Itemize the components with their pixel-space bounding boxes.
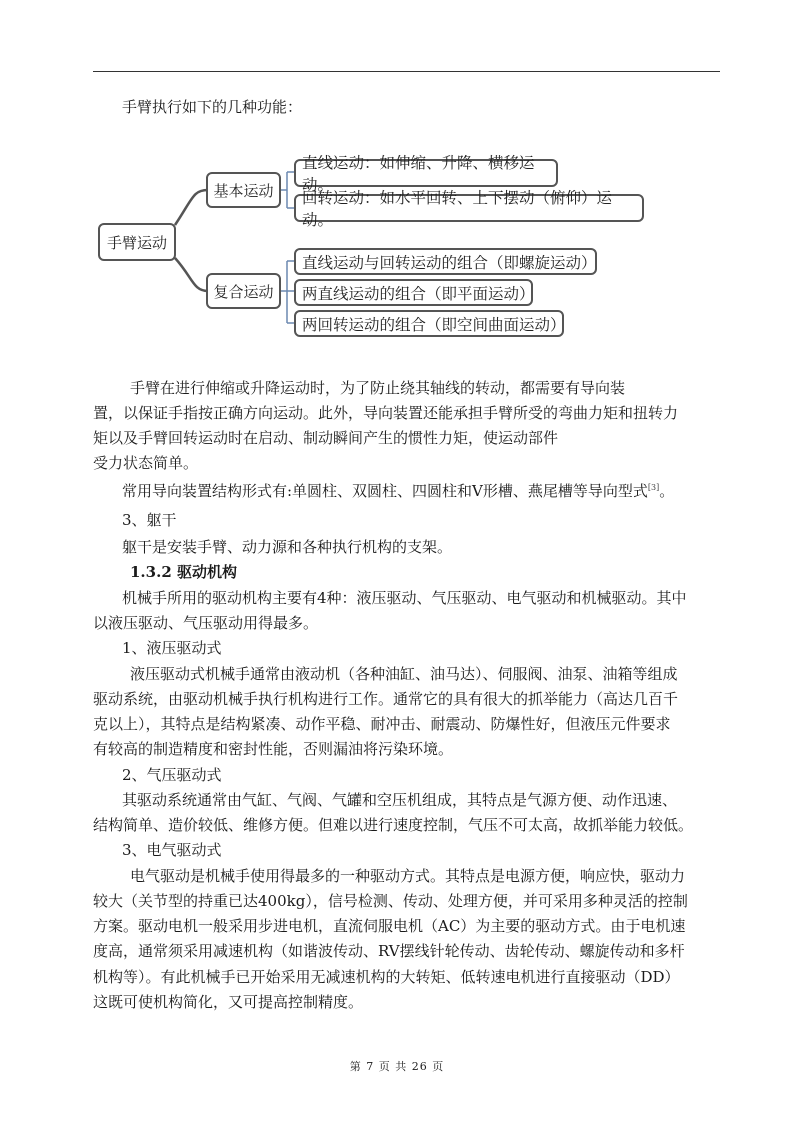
body-line-tail: 。 xyxy=(659,482,675,500)
branch-basic-motion: 基本运动 xyxy=(206,172,281,208)
subsection-title: 3、电气驱动式 xyxy=(122,841,222,859)
citation-ref: [3] xyxy=(647,483,660,492)
leaf-spatial-surface-motion: 两回转运动的组合（即空间曲面运动） xyxy=(294,310,564,337)
body-line: 其驱动系统通常由气缸、气阀、气罐和空压机组成，其特点是气源方便、动作迅速、 xyxy=(122,791,678,809)
body-line: 置，以保证手指按正确方向运动。此外，导向装置还能承担手臂所受的弯曲力矩和扭转力 xyxy=(93,404,679,422)
body-line: 躯干是安装手臂、动力源和各种执行机构的支架。 xyxy=(122,538,453,556)
body-line: 有较高的制造精度和密封性能，否则漏油将污染环境。 xyxy=(93,740,454,758)
body-line: 受力状态简单。 xyxy=(93,454,199,472)
page-footer: 第 7 页 共 26 页 xyxy=(349,1060,445,1073)
body-line: 手臂在进行伸缩或升降运动时，为了防止绕其轴线的转动，都需要有导向装 xyxy=(130,379,626,397)
intro-text: 手臂执行如下的几种功能： xyxy=(122,98,303,116)
subsection-title: 2、气压驱动式 xyxy=(122,766,222,784)
body-line: 机构等）。有此机械手已开始采用无减速机构的大转矩、低转速电机进行直接驱动（DD） xyxy=(93,968,680,986)
body-line: 结构简单、造价较低、维修方便。但难以进行速度控制，气压不可太高，故抓举能力较低。 xyxy=(93,816,694,834)
body-line: 驱动系统，由驱动机械手执行机构进行工作。通常它的具有很大的抓举能力（高达几百千 xyxy=(93,690,679,708)
body-line: 较大（关节型的持重已达400kg），信号检测、传动、处理方便，并可采用多种灵活的控制 xyxy=(93,892,688,910)
body-line: 机械手所用的驱动机构主要有4种：液压驱动、气压驱动、电气驱动和机械驱动。其中 xyxy=(122,589,687,607)
body-line: 矩以及手臂回转运动时在启动、制动瞬间产生的惯性力矩，使运动部件 xyxy=(93,429,559,447)
body-line: 以液压驱动、气压驱动用得最多。 xyxy=(93,614,319,632)
leaf-linear-motion: 直线运动：如伸缩、升降、横移运动。 xyxy=(294,159,558,187)
connector-root-basic xyxy=(175,190,208,225)
body-line-text: 常用导向装置结构形式有:单圆柱、双圆柱、四圆柱和V形槽、燕尾槽等导向型式 xyxy=(122,482,648,500)
body-line: 这既可使机构简化，又可提高控制精度。 xyxy=(93,993,364,1011)
branch-compound-motion: 复合运动 xyxy=(206,273,281,309)
body-line: 度高，通常须采用减速机构（如谐波传动、RV摆线针轮传动、齿轮传动、螺旋传动和多杆 xyxy=(93,942,685,960)
body-line: 电气驱动是机械手使用得最多的一种驱动方式。其特点是电源方便，响应快，驱动力 xyxy=(130,867,686,885)
body-line: 方案。驱动电机一般采用步进电机，直流伺服电机（AC）为主要的驱动方式。由于电机速 xyxy=(93,917,686,935)
leaf-rotary-motion: 回转运动：如水平回转、上下摆动（俯仰）运动。 xyxy=(294,194,644,222)
header-rule xyxy=(93,71,720,72)
body-line: 液压驱动式机械手通常由液动机（各种油缸、油马达）、伺服阀、油泵、油箱等组成 xyxy=(130,665,678,683)
leaf-helical-motion: 直线运动与回转运动的组合（即螺旋运动） xyxy=(294,248,597,275)
connector-root-compound xyxy=(175,258,208,291)
body-line-with-citation xyxy=(122,476,674,503)
root-node: 手臂运动 xyxy=(98,223,176,261)
section-heading: 1.3.2 驱动机构 xyxy=(130,563,237,581)
leaf-planar-motion: 两直线运动的组合（即平面运动） xyxy=(294,279,533,306)
subsection-title: 3、躯干 xyxy=(122,511,177,529)
subsection-title: 1、液压驱动式 xyxy=(122,639,222,657)
mind-map-diagram xyxy=(93,148,653,346)
body-line: 克以上），其特点是结构紧凑、动作平稳、耐冲击、耐震动、防爆性好，但液压元件要求 xyxy=(93,715,671,733)
